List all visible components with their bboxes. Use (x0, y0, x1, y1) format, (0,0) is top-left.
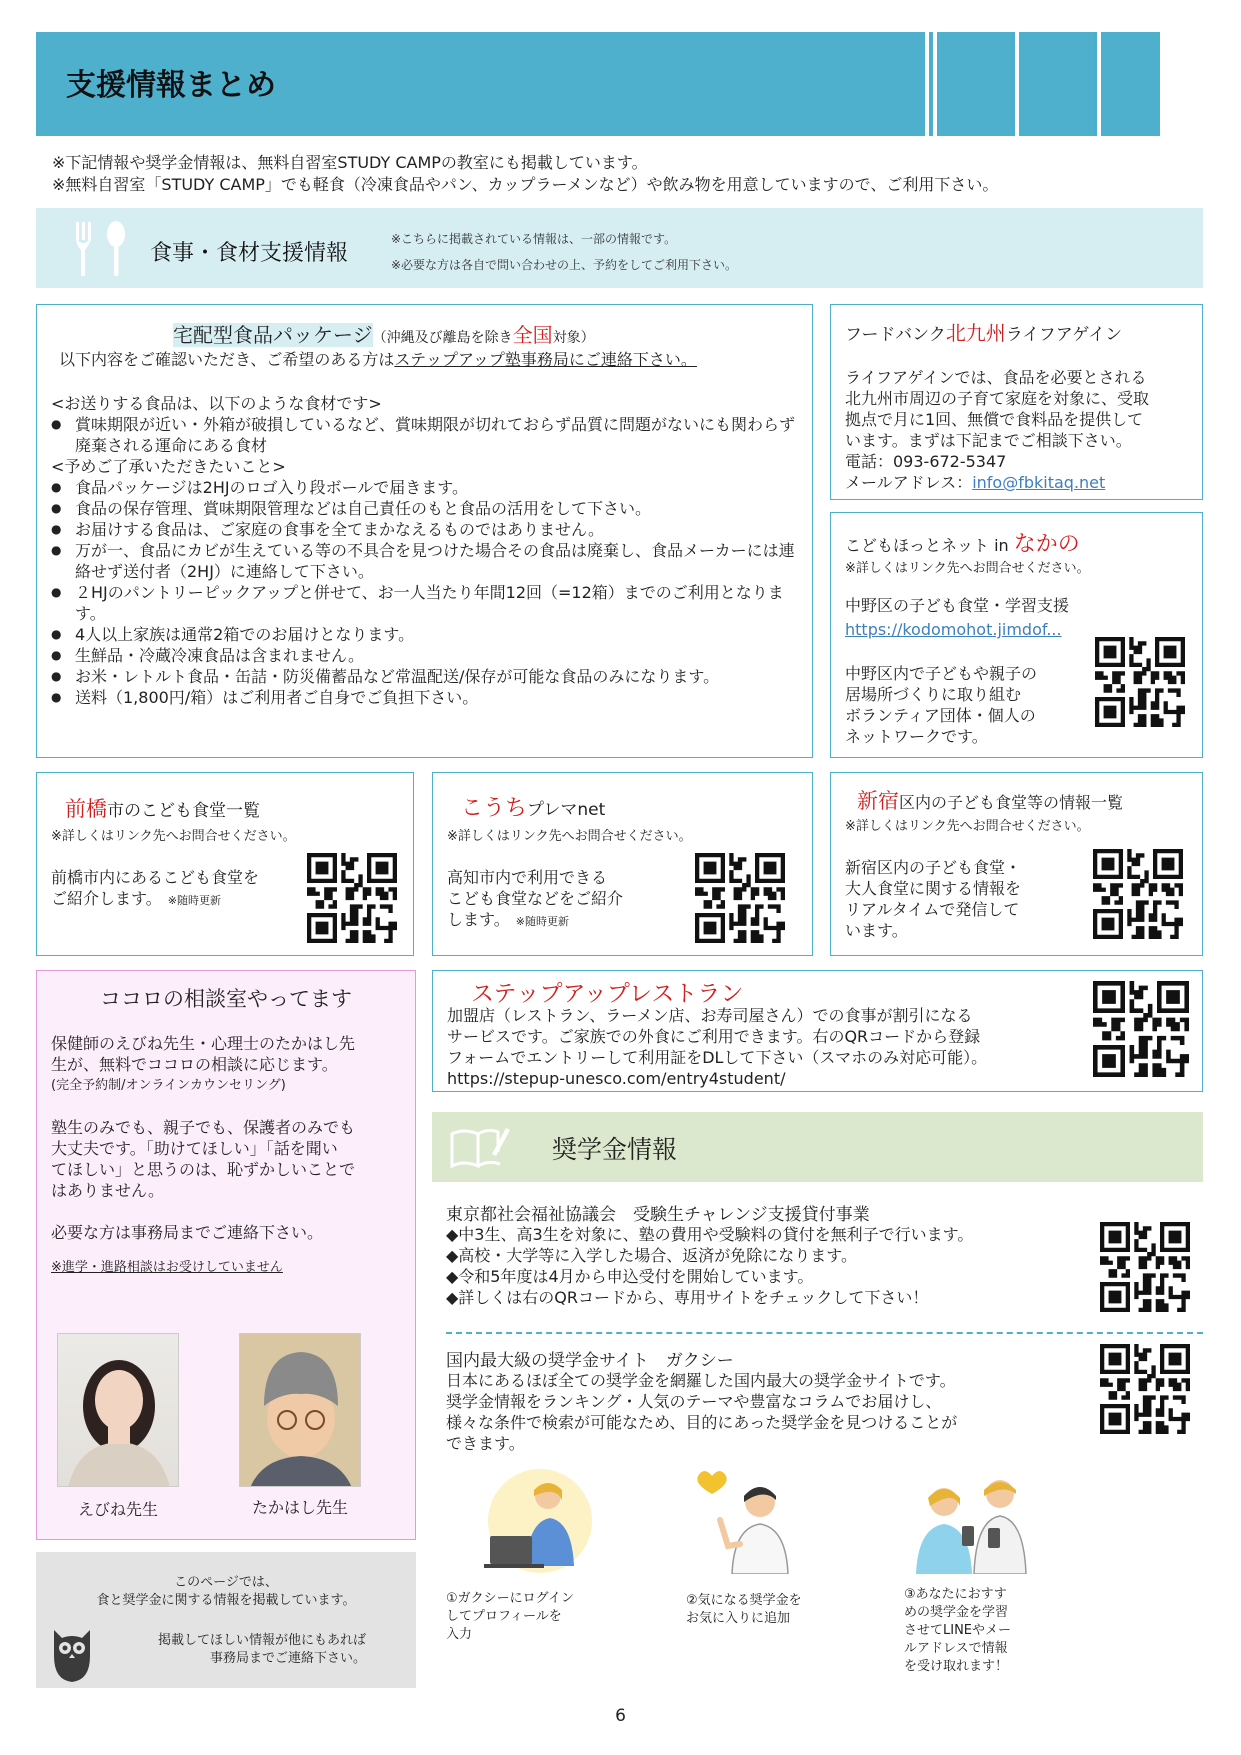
shinjuku-line: リアルタイムで発信して (845, 900, 1020, 919)
step3-text (904, 1586, 1011, 1676)
foodbank-line: 北九州市周辺の子育て家庭を対象に、受取 (845, 389, 1150, 408)
qr-code-icon[interactable] (695, 853, 785, 943)
kodomohot-line: ネットワークです。 (845, 727, 988, 746)
qr-code-icon[interactable] (1100, 1222, 1190, 1312)
kokoro-title: ココロの相談室やってます (100, 987, 352, 1011)
page-title: 支援情報まとめ (66, 68, 276, 103)
shinjuku-line: います。 (845, 921, 908, 940)
package-heading (173, 319, 595, 348)
teacher-photo-ebine (57, 1333, 179, 1487)
qr-code-icon[interactable] (1093, 981, 1189, 1077)
foodbank-title-text: フードバンク (845, 325, 946, 345)
package-intro-text: 以下内容をご確認いただき、ご希望のある方は (59, 350, 395, 369)
shinjuku-body (845, 857, 1021, 941)
page-number: 6 (615, 1706, 626, 1726)
foodbank-line: ライフアゲインでは、食品を必要とされる (845, 368, 1147, 387)
scholarship-header (432, 1112, 1203, 1182)
owl-line: 事務局までご連絡下さい。 (209, 1651, 366, 1666)
step-line: お気に入りに追加 (686, 1611, 791, 1626)
step-line: させてLINEやメー (904, 1623, 1012, 1638)
shinjuku-note: ※詳しくはリンク先へお問合せください。 (845, 819, 1090, 834)
tokyo-item: ◆高校・大学等に入学した場合、返済が免除になります。 (446, 1246, 858, 1265)
gakushi-line: 奨学金情報をランキング・人気のテーマや豊富なコラムでお届けし、 (446, 1392, 942, 1411)
food-section-note: ※必要な方は各自で問い合わせの上、予約をしてご利用下さい。 (391, 258, 738, 272)
package-contact-link[interactable]: ステップアップ塾事務局にご連絡下さい。 (394, 350, 697, 369)
kochi-title-text: プレマnet (527, 800, 606, 820)
shinjuku-line: 新宿区内の子ども食堂・ (845, 858, 1022, 877)
step-line: ①ガクシーにログイン (446, 1591, 575, 1606)
gakushi-line: 様々な条件で検索が可能なため、目的にあった奨学金を見つけることが (446, 1413, 958, 1432)
kodomohot-box (830, 512, 1203, 758)
package-scope-highlight: 全国 (512, 323, 553, 347)
tokyo-item: ◆詳しくは右のQRコードから、専用サイトをチェックして下さい！ (446, 1288, 929, 1307)
step-line: ルアドレスで情報 (904, 1641, 1008, 1656)
shinjuku-title (857, 785, 1123, 815)
foodbank-title (845, 317, 1122, 346)
kokoro-line: 大丈夫です。「助けてほしい」「話を聞い (51, 1139, 338, 1158)
list-item: ● 4人以上家族は通常2箱でのお届けとなります。 (51, 624, 801, 645)
kokoro-line: 保健師のえびね先生・心理士のたかはし先 (51, 1034, 356, 1053)
shinjuku-line: 大人食堂に関する情報を (845, 879, 1022, 898)
fork-spoon-icon (70, 220, 136, 278)
owl-text-top (36, 1574, 416, 1610)
package-box (36, 304, 813, 758)
restaurant-line: 加盟店（レストラン、ラーメン店、お寿司屋さん）での食事が割引になる (447, 1006, 973, 1025)
step2-text (686, 1592, 802, 1628)
gakushi-body (446, 1370, 957, 1454)
restaurant-line: サービスです。ご家族での外食にご利用できます。右のQRコードから登録 (447, 1027, 981, 1046)
kodomohot-title-highlight: なかの (1013, 532, 1080, 557)
maebashi-line: 前橋市内にあるこども食堂を (51, 868, 260, 887)
maebashi-line: ご紹介します。 (51, 889, 162, 908)
step-line: ③あなたにおすす (904, 1587, 1007, 1602)
owl-line: 食と奨学金に関する情報を掲載しています。 (96, 1593, 356, 1608)
kodomohot-note: ※詳しくはリンク先へお問合せください。 (845, 561, 1090, 576)
maebashi-note: ※詳しくはリンク先へお問合せください。 (51, 829, 296, 844)
list-item: ● お届けする食品は、ご家庭の食事を全てまかなえるものではありません。 (51, 519, 801, 540)
qr-code-icon[interactable] (1095, 637, 1185, 727)
food-section-title: 食事・食材支援情報 (150, 241, 349, 266)
package-heading2: <予めご了承いただきたいこと> (51, 457, 286, 476)
scholarship-title: 奨学金情報 (552, 1135, 678, 1164)
maebashi-update: ※随時更新 (167, 894, 221, 907)
package-heading1: <お送りする食品は、以下のような食材です> (51, 394, 382, 413)
step-line: してプロフィールを (446, 1609, 562, 1624)
maebashi-body (51, 867, 259, 911)
kokoro-line: 必要な方は事務局までご連絡下さい。 (51, 1223, 324, 1242)
package-body (51, 393, 801, 708)
teacher-photo-takahashi (239, 1333, 361, 1487)
foodbank-box (830, 304, 1203, 500)
header-banner (36, 32, 1160, 136)
package-scope: （沖縄及び離島を除き (372, 330, 513, 346)
list-item: ● お米・レトルト食品・缶詰・防災備蓄品など常温配送/保存が可能な食品のみになります。 (51, 666, 801, 687)
restaurant-title: ステップアップレストラン (471, 981, 744, 1007)
owl-info-box (36, 1552, 416, 1688)
tokyo-title: 東京都社会福祉協議会 受験生チャレンジ支援貸付事業 (446, 1205, 870, 1225)
kochi-line: します。 (447, 910, 510, 929)
step-line: ②気になる奨学金を (686, 1593, 802, 1608)
step-line: めの奨学金を学習 (904, 1605, 1009, 1620)
owl-text-bottom (156, 1632, 366, 1668)
banner-block (1097, 32, 1160, 136)
tokyo-body (446, 1224, 973, 1308)
owl-line: このページでは、 (174, 1575, 278, 1590)
step1-text (446, 1590, 574, 1644)
laptop-login-illustration (470, 1466, 610, 1576)
foodbank-body (845, 367, 1149, 493)
kochi-box (432, 772, 813, 956)
kochi-body (447, 867, 623, 932)
divider (446, 1332, 1203, 1334)
kokoro-small: (完全予約制/オンラインカウンセリング) (51, 1078, 286, 1093)
maebashi-title-text: 市のこども食堂一覧 (107, 801, 260, 821)
foodbank-mail-link[interactable]: info@fbkitaq.net (972, 473, 1106, 492)
note-line: ※下記情報や奨学金情報は、無料自習室STUDY CAMPの教室にも掲載しています。 (52, 153, 648, 172)
list-item: ● 賞味期限が近い・外箱が破損しているなど、賞味期限が切れておらず品質に問題がないにも関わらず廃棄される運命にある食材 (51, 414, 801, 456)
package-intro (59, 349, 697, 370)
kokoro-line: てほしい」と思うのは、恥ずかしいことで (51, 1160, 356, 1179)
package-title: 宅配型食品パッケージ (173, 323, 373, 347)
step-line: 入力 (446, 1627, 473, 1642)
restaurant-url[interactable]: https://stepup-unesco.com/entry4student/ (447, 1069, 786, 1088)
list-item: ● 送料（1,800円/箱）はご利用者ご自身でご負担下さい。 (51, 687, 801, 708)
foodbank-title-highlight: 北九州 (945, 321, 1006, 345)
list-item: ● 生鮮品・冷蔵冷凍食品は含まれません。 (51, 645, 801, 666)
qr-code-icon[interactable] (307, 853, 397, 943)
package-scope: 対象） (552, 330, 595, 346)
line-notification-illustration (904, 1462, 1036, 1574)
maebashi-title (65, 793, 260, 823)
banner-block (1015, 32, 1093, 136)
book-pen-icon (448, 1122, 512, 1172)
kochi-line: 高知市内で利用できる (447, 868, 608, 887)
food-section-header (36, 208, 1203, 288)
list-item: ● ２HJのパントリーピックアップと併せて、お一人当たり年間12回（=12箱）までのご利用となります。 (51, 582, 801, 624)
kodomohot-sub: 中野区の子ども食堂・学習支援 (845, 596, 1070, 615)
gakushi-line: 日本にあるほぼ全ての奨学金を網羅した国内最大の奨学金サイトです。 (446, 1371, 956, 1390)
kochi-line: こども食堂などをご紹介 (447, 889, 624, 908)
food-section-note: ※こちらに掲載されている情報は、一部の情報です。 (391, 232, 677, 246)
shinjuku-title-text: 区内の子ども食堂等の情報一覧 (899, 793, 1124, 812)
favorite-illustration (684, 1462, 804, 1574)
foodbank-mail-label: メールアドレス： (845, 473, 973, 492)
teacher-name-takahashi: たかはし先生 (251, 1498, 348, 1517)
foodbank-line: 拠点で月に1回、無償で食料品を提供して (845, 410, 1144, 429)
list-item: ● 食品の保存管理、賞味期限管理などは自己責任のもと食品の活用をして下さい。 (51, 498, 801, 519)
maebashi-title-highlight: 前橋 (65, 797, 107, 821)
kodomohot-body (845, 663, 1037, 747)
maebashi-box (36, 772, 414, 956)
kodomohot-url[interactable]: https://kodomohot.jimdof... (845, 620, 1062, 639)
foodbank-phone: 電話：093-672-5347 (845, 452, 1007, 471)
restaurant-box (432, 970, 1203, 1092)
kokoro-line: はありません。 (51, 1181, 164, 1200)
tokyo-item: ◆中3生、高3生を対象に、塾の費用や受験料の貸付を無利子で行います。 (446, 1225, 974, 1244)
kokoro-line: 塾生のみでも、親子でも、保護者のみでも (51, 1118, 356, 1137)
kochi-update: ※随時更新 (515, 915, 569, 928)
kochi-title (461, 791, 605, 822)
banner-block (933, 32, 1011, 136)
gakushi-title: 国内最大級の奨学金サイト ガクシー (446, 1351, 734, 1371)
kodomohot-title (845, 527, 1080, 558)
qr-code-icon[interactable] (1100, 1344, 1190, 1434)
kokoro-body (51, 1033, 355, 1278)
kochi-title-highlight: こうち (461, 796, 528, 821)
teacher-name-ebine: えびね先生 (77, 1500, 158, 1519)
owl-icon (46, 1622, 98, 1684)
kodomohot-line: 居場所づくりに取り組む (845, 685, 1022, 704)
kokoro-notice: ※進学・進路相談はお受けしていません (51, 1260, 283, 1275)
portrait-icon (240, 1334, 361, 1487)
foodbank-title-text: ライフアゲイン (1005, 325, 1123, 345)
tokyo-item: ◆令和5年度は4月から申込受付を開始しています。 (446, 1267, 814, 1286)
gakushi-line: できます。 (446, 1434, 525, 1453)
kodomohot-line: ボランティア団体・個人の (845, 706, 1036, 725)
banner-main (36, 32, 929, 136)
kokoro-box (36, 970, 416, 1540)
restaurant-body (447, 1005, 987, 1089)
kochi-note: ※詳しくはリンク先へお問合せください。 (447, 829, 692, 844)
kokoro-line: 生が、無料でココロの相談に応じます。 (51, 1055, 338, 1074)
shinjuku-title-highlight: 新宿 (857, 789, 899, 813)
step-line: を受け取れます！ (904, 1659, 1009, 1674)
owl-line: 掲載してほしい情報が他にもあれば (157, 1633, 366, 1648)
kodomohot-line: 中野区内で子どもや親子の (845, 664, 1038, 683)
list-item: ● 万が一、食品にカビが生えている等の不具合を見つけた場合その食品は廃棄し、食品メーカーには連絡せず送付者（2HJ）に連絡して下さい。 (51, 540, 801, 582)
restaurant-line: フォームでエントリーして利用証をDLして下さい（スマホのみ対応可能）。 (447, 1048, 988, 1067)
note-line: ※無料自習室「STUDY CAMP」でも軽食（冷凍食品やパン、カップラーメンなど）や飲み物を用意していますので、ご利用下さい。 (52, 175, 999, 194)
portrait-icon (58, 1334, 179, 1487)
kodomohot-title-text: こどもほっとネット in (845, 536, 1014, 555)
shinjuku-box (830, 772, 1203, 956)
foodbank-line: います。まずは下記までご相談下さい。 (845, 431, 1132, 450)
qr-code-icon[interactable] (1093, 849, 1183, 939)
list-item: ● 食品パッケージは2HJのロゴ入り段ボールで届きます。 (51, 477, 801, 498)
